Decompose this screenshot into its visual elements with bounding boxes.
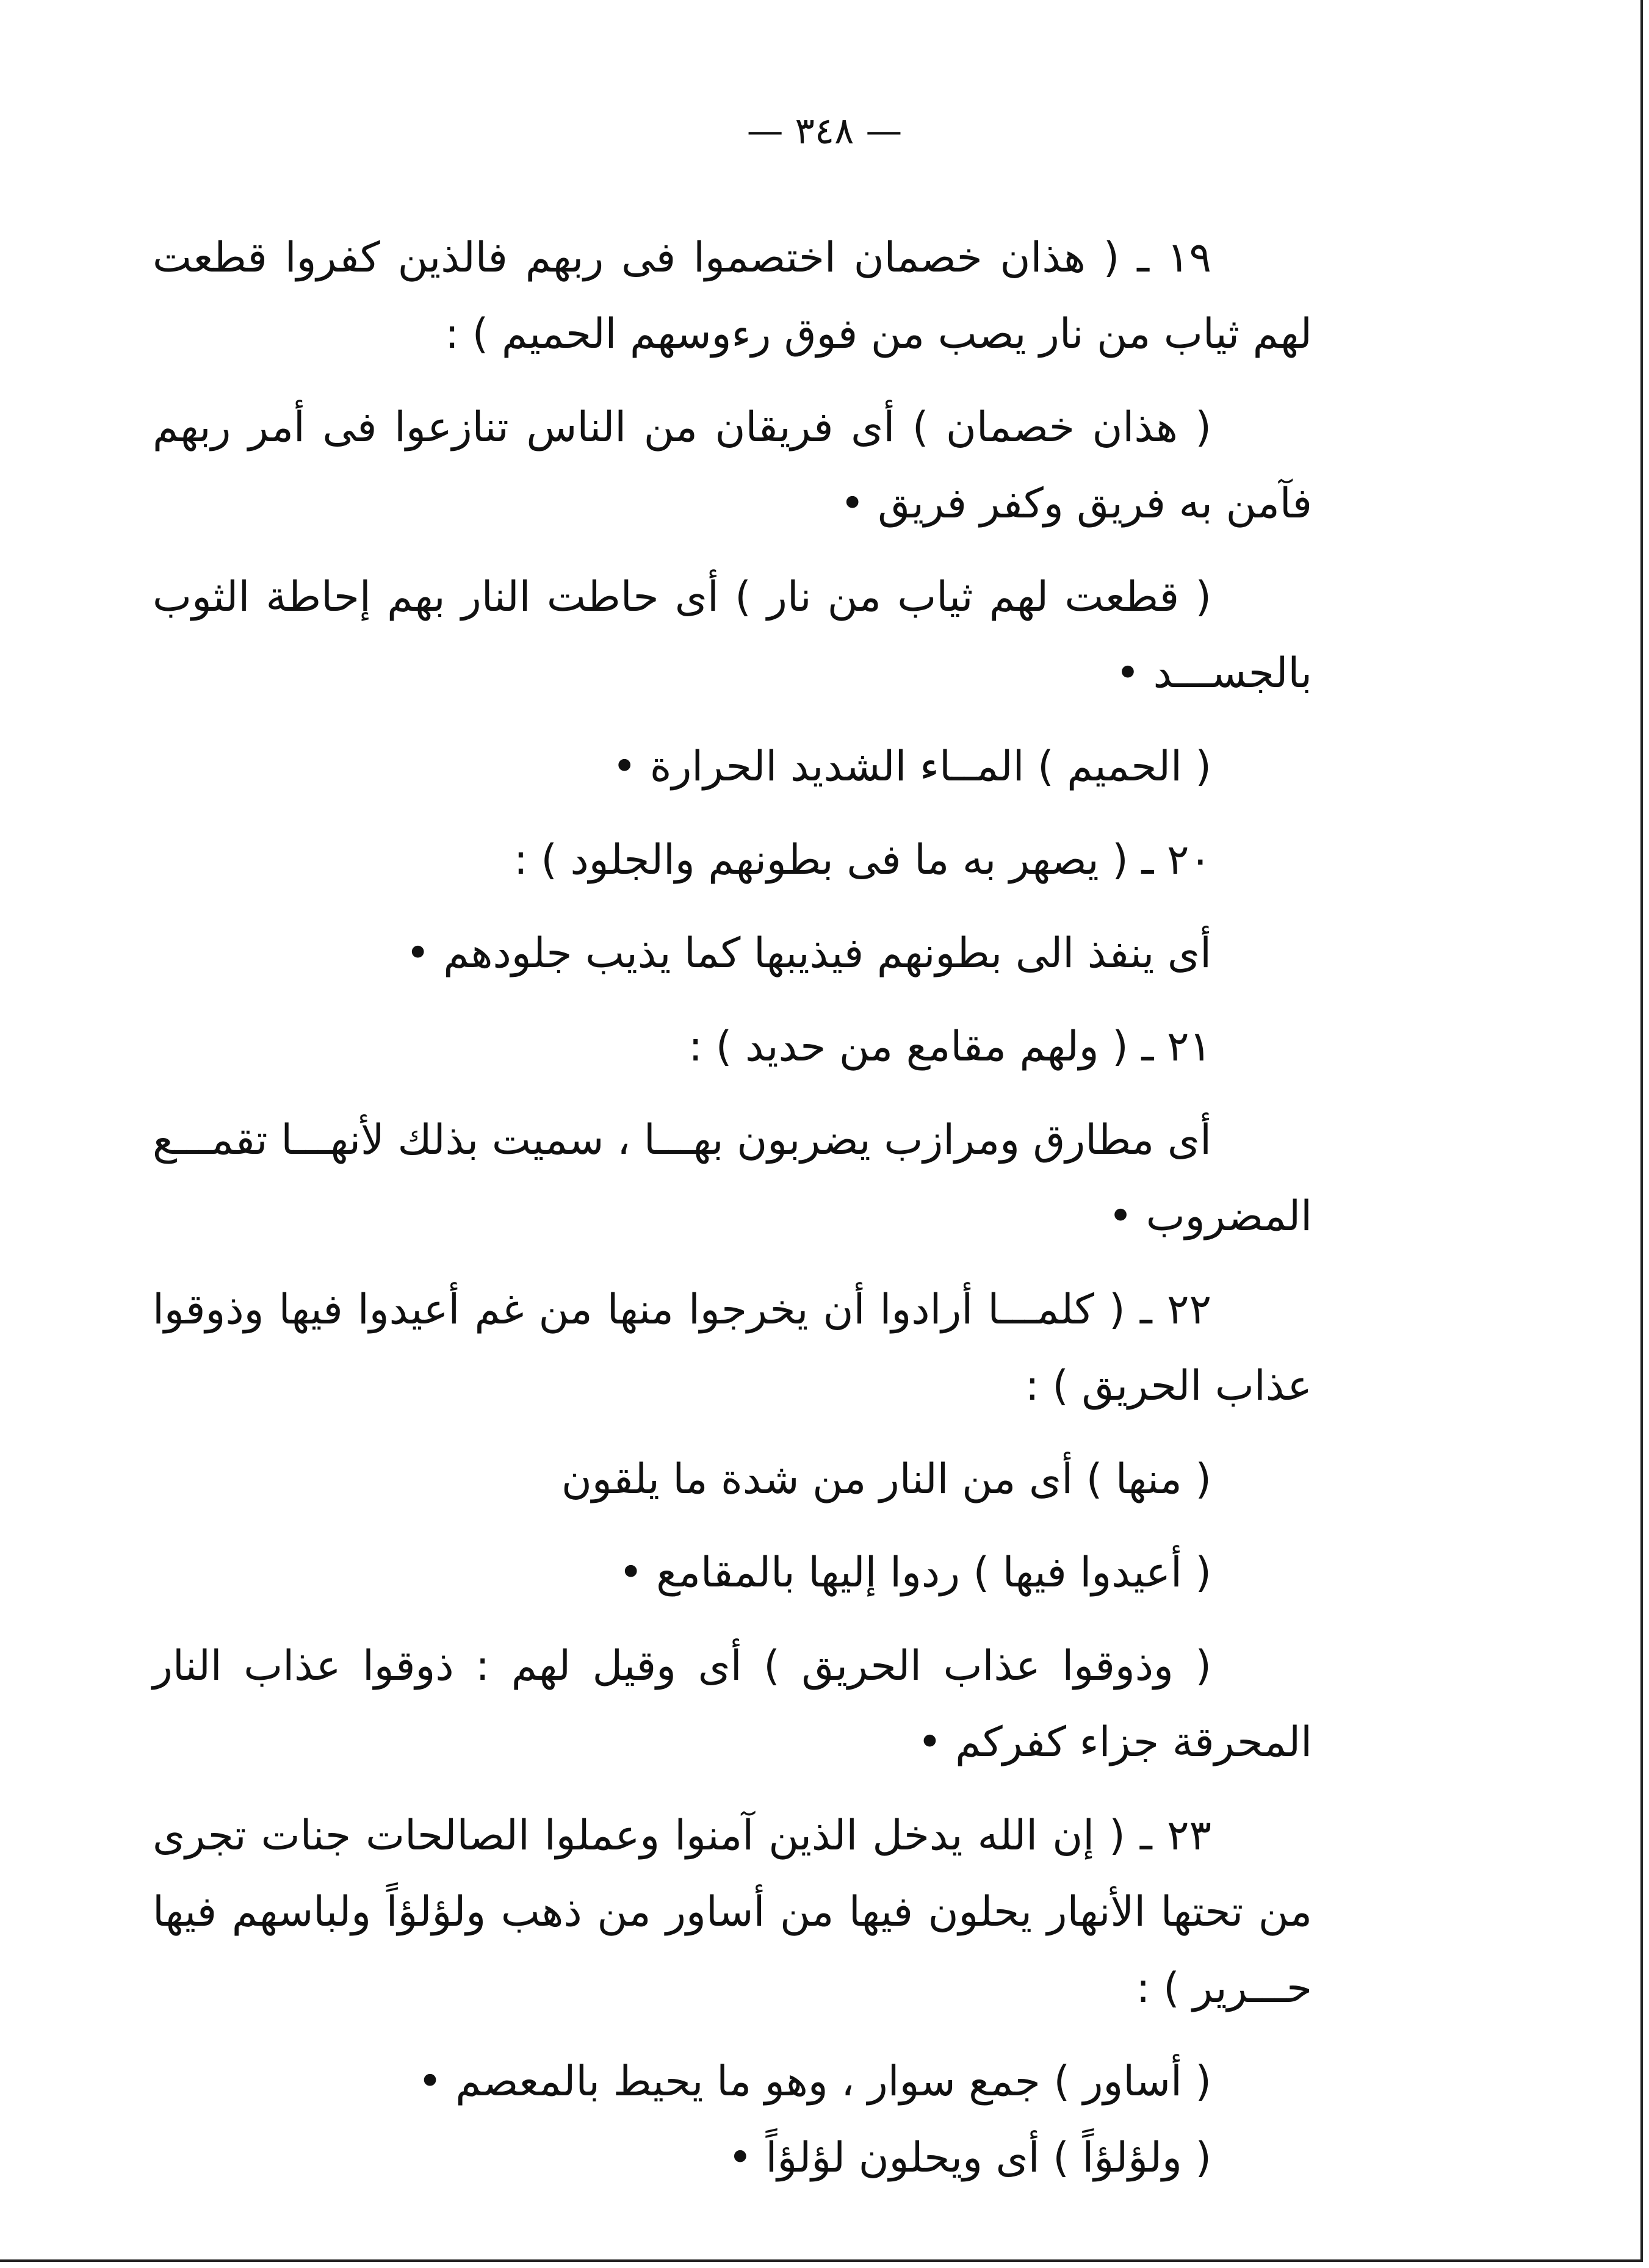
paragraph: ٢٣ ـ ( إن الله يدخل الذين آمنوا وعملوا الصالحات جنات تجرى من تحتها الأنهار يحلون فيها من أساور من ذهب ولؤلؤاً ولباسهم فيها حـــرير ) :	[153, 1812, 1312, 2012]
paragraph: ٢٠ ـ ( يصهر به ما فى بطونهم والجلود ) :	[513, 836, 1211, 884]
paragraph: ٢٢ ـ ( كلمـــا أرادوا أن يخرجوا منها من غم أعيدوا فيها وذوقوا عذاب الحريق ) :	[153, 1286, 1312, 1410]
paragraph: ( الحميم ) المــاء الشديد الحرارة •	[612, 743, 1211, 791]
paragraph: ( قطعت لهم ثياب من نار ) أى حاطت النار بهم إحاطة الثوب بالجســـد •	[153, 573, 1312, 697]
page-number: — ٣٤٨ —	[746, 110, 903, 153]
paragraph: ( منها ) أى من النار من شدة ما يلقون	[561, 1455, 1211, 1503]
paragraph: ( هذان خصمان ) أى فريقان من الناس تنازعوا فى أمر ربهم فآمن به فريق وكفر فريق •	[153, 403, 1312, 528]
paragraph: ١٩ ـ ( هذان خصمان اختصموا فى ربهم فالذين كفروا قطعت لهم ثياب من نار يصب من فوق رءوسهم الحميم ) :	[153, 234, 1312, 358]
page-body	[153, 220, 1312, 2196]
paragraph: ( وذوقوا عذاب الحريق ) أى وقيل لهم : ذوقوا عذاب النار المحرقة جزاء كفركم •	[153, 1642, 1312, 1766]
paragraph: أى ينفذ الى بطونهم فيذيبها كما يذيب جلودهم •	[405, 929, 1211, 977]
paragraph: ( أساور ) جمع سوار ، وهو ما يحيط بالمعصم •	[417, 2057, 1211, 2106]
paragraph: ٢١ ـ ( ولهم مقامع من حديد ) :	[688, 1023, 1211, 1071]
paragraph: ( ولؤلؤاً ) أى ويحلون لؤلؤاً •	[727, 2134, 1211, 2182]
paragraph: أى مطارق ومرازب يضربون بهـــا ، سميت بذلك لأنهـــا تقمـــع المضروب •	[153, 1116, 1312, 1240]
paragraph: ( أعيدوا فيها ) ردوا إليها بالمقامع •	[618, 1549, 1211, 1597]
